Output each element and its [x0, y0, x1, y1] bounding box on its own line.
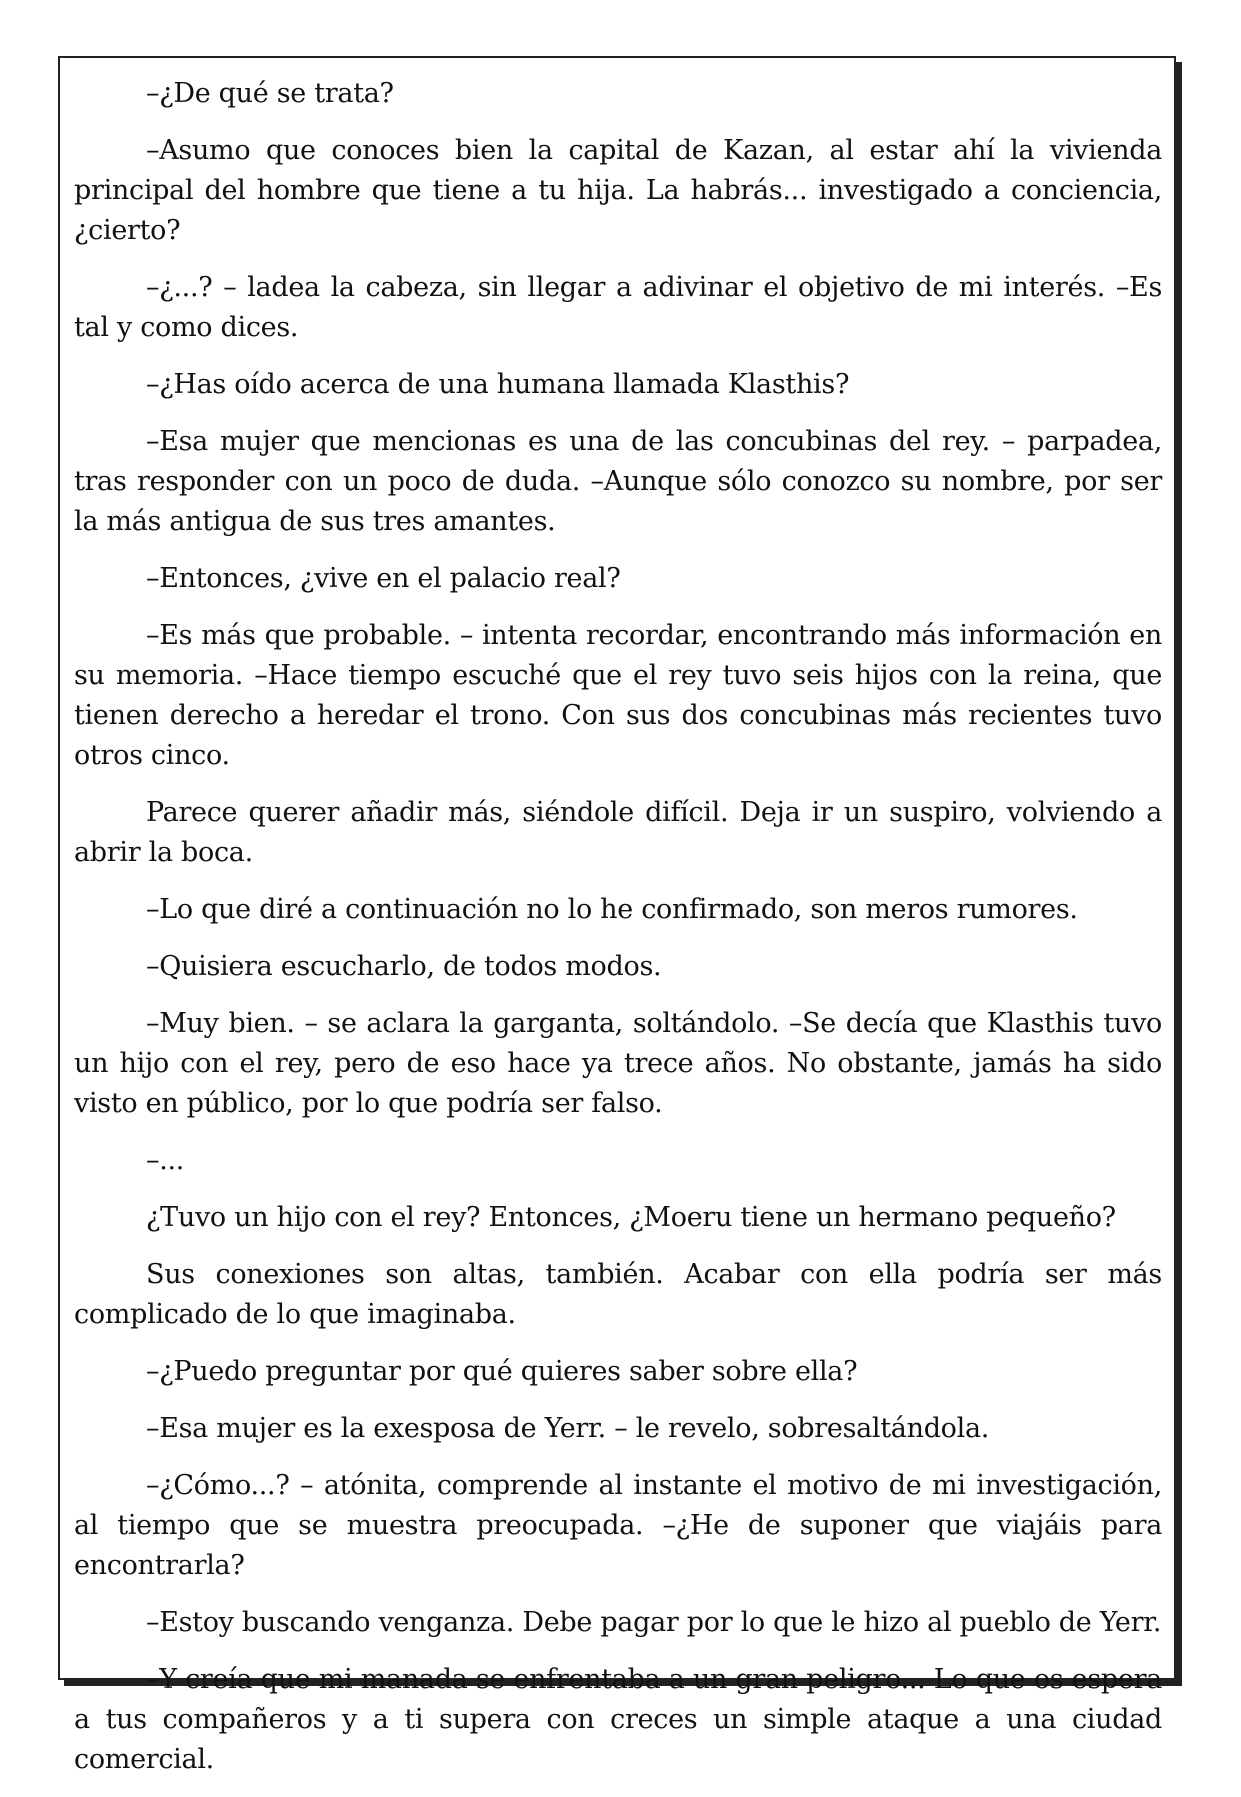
paragraph: –Lo que diré a continuación no lo he confirmado, son meros rumores.: [146, 894, 1078, 925]
paragraph: –Entonces, ¿vive en el palacio real?: [146, 563, 621, 594]
paragraph: –Quisiera escucharlo, de todos modos.: [146, 951, 662, 982]
paragraph: –Esa mujer que mencionas es una de las concubinas del rey. – parpadea, tras responder con un poco de duda. –Aunque sólo conozco su nombre, por ser la más antigua de sus tres amantes.: [74, 426, 1162, 537]
paragraph: –¿Cómo...? – atónita, comprende al instante el motivo de mi investigación, al tiempo que se muestra preocupada. –¿He de suponer que viajáis para encontrarla?: [74, 1470, 1162, 1581]
paragraph: –Asumo que conoces bien la capital de Kazan, al estar ahí la vivienda principal del hombre que tiene a tu hija. La habrás... investigado a conciencia, ¿cierto?: [74, 135, 1162, 246]
paragraph: –...: [146, 1145, 185, 1176]
paragraph: –Muy bien. – se aclara la garganta, soltándolo. –Se decía que Klasthis tuvo un hijo con el rey, pero de eso hace ya trece años. No obstante, jamás ha sido visto en público, por lo que podría ser falso.: [74, 1008, 1162, 1119]
paragraph: Sus conexiones son altas, también. Acabar con ella podría ser más complicado de lo que imaginaba.: [74, 1259, 1162, 1330]
paragraph: –Es más que probable. – intenta recordar, encontrando más información en su memoria. –Hace tiempo escuché que el rey tuvo seis hijos con la reina, que tienen derecho a heredar el trono. Con sus dos concubinas más recientes tuvo otros cinco.: [74, 620, 1162, 771]
paragraph: –Esa mujer es la exesposa de Yerr. – le revelo, sobresaltándola.: [146, 1413, 990, 1444]
paragraph: –¿...? – ladea la cabeza, sin llegar a adivinar el objetivo de mi interés. –Es tal y como dices.: [74, 272, 1162, 343]
paragraph: –Y creía que mi manada se enfrentaba a un gran peligro... Lo que os espera a tus compañeros y a ti supera con creces un simple ataque a una ciudad comercial.: [74, 1664, 1162, 1775]
paragraph: –¿Puedo preguntar por qué quieres saber sobre ella?: [146, 1356, 858, 1387]
paragraph: ¿Tuvo un hijo con el rey? Entonces, ¿Moeru tiene un hermano pequeño?: [146, 1202, 1116, 1233]
paragraph: Parece querer añadir más, siéndole difícil. Deja ir un suspiro, volviendo a abrir la boca.: [74, 797, 1162, 868]
paragraph: –¿De qué se trata?: [146, 78, 394, 109]
document-body: [74, 74, 1162, 1797]
paragraph: –¿Has oído acerca de una humana llamada Klasthis?: [146, 369, 850, 400]
paragraph: –Estoy buscando venganza. Debe pagar por lo que le hizo al pueblo de Yerr.: [146, 1607, 1162, 1638]
